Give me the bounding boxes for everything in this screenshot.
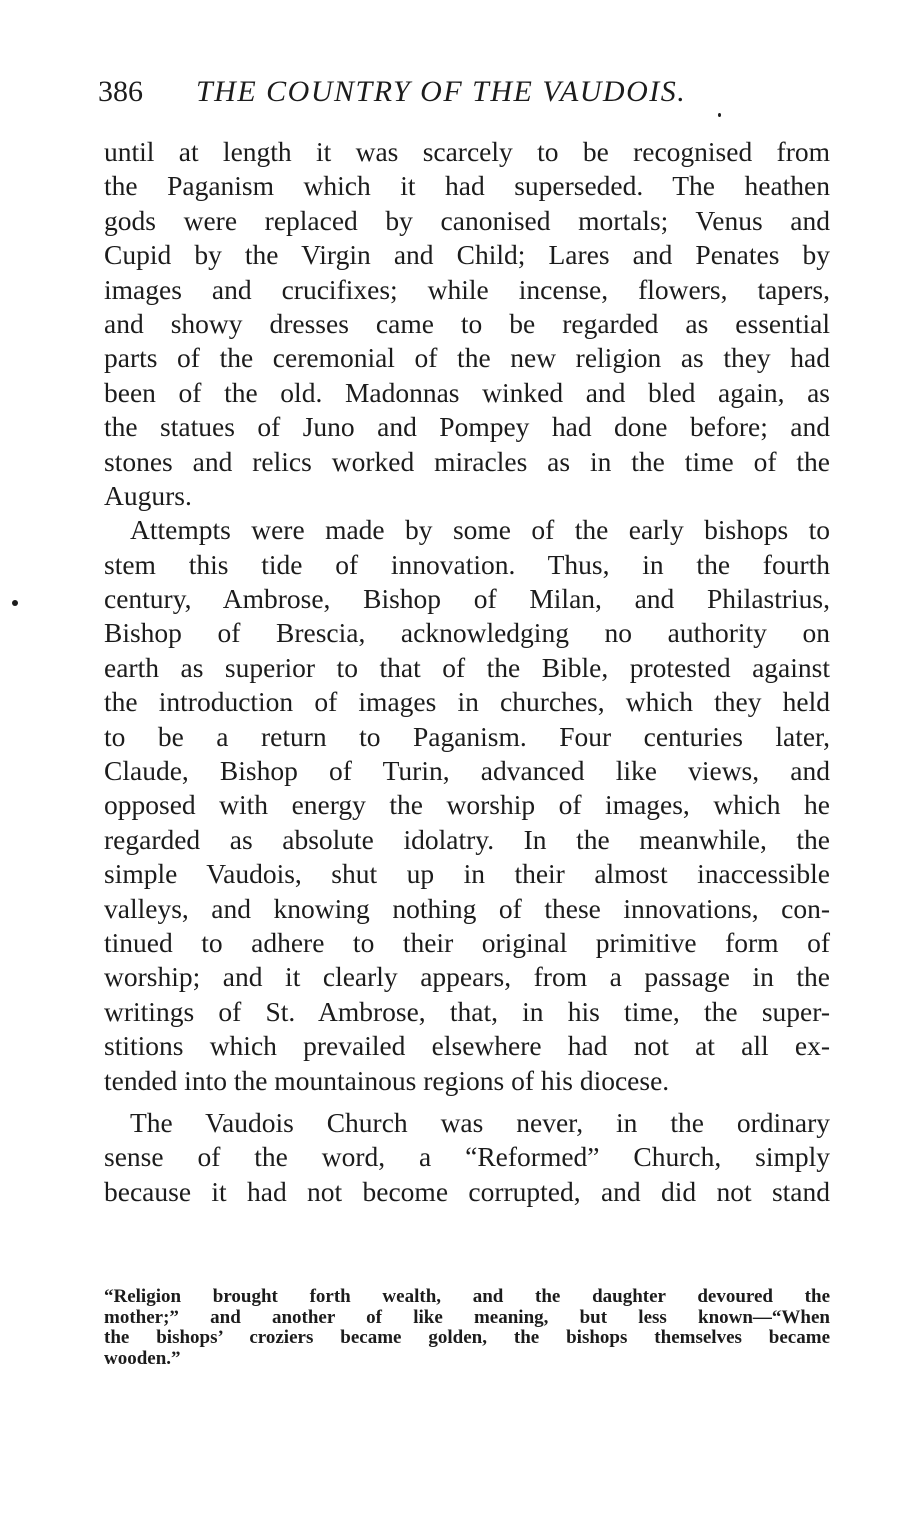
text-line: the statues of Juno and Pompey had done before; and — [104, 411, 830, 443]
text-line: Bishop of Brescia, acknowledging no authority on — [104, 617, 830, 649]
text-line: century, Ambrose, Bishop of Milan, and Philastrius, — [104, 583, 830, 615]
text-line: worship; and it clearly appears, from a passage in the — [104, 961, 830, 993]
text-line: images and crucifixes; while incense, flowers, tapers, — [104, 273, 830, 305]
paragraph-3 — [104, 1106, 830, 1209]
text-line: the introduction of images in churches, which they held — [104, 686, 830, 718]
text-line: Cupid by the Virgin and Child; Lares and Penates by — [104, 239, 830, 271]
text-line: Claude, Bishop of Turin, advanced like views, and — [104, 755, 830, 787]
margin-speck — [12, 600, 18, 606]
text-line: tinued to adhere to their original primitive form of — [104, 926, 830, 958]
text-line: simple Vaudois, shut up in their almost inaccessible — [104, 858, 830, 890]
text-line: gods were replaced by canonised mortals; Venus and — [104, 204, 830, 236]
text-line: The Vaudois Church was never, in the ordinary — [130, 1106, 830, 1138]
text-line: stones and relics worked miracles as in the time of the — [104, 445, 830, 477]
footnote-line: “Religion brought forth wealth, and the daughter devoured the — [104, 1286, 830, 1307]
text-line: tended into the mountainous regions of his diocese. — [104, 1064, 670, 1096]
text-line: parts of the ceremonial of the new religion as they had — [104, 342, 830, 374]
text-line: stitions which prevailed elsewhere had not at all ex- — [104, 1030, 830, 1062]
text-line: Augurs. — [104, 479, 192, 511]
text-line: writings of St. Ambrose, that, in his time, the super- — [104, 995, 830, 1027]
body-text — [104, 135, 830, 1209]
text-line: to be a return to Paganism. Four centuries later, — [104, 720, 830, 752]
text-line: stem this tide of innovation. Thus, in the fourth — [104, 548, 830, 580]
paragraph-1 — [104, 135, 830, 513]
footnote-line: the bishops’ croziers became golden, the bishops themselves became — [104, 1327, 830, 1348]
text-line: earth as superior to that of the Bible, protested against — [104, 651, 830, 683]
footnote-line: wooden.” — [104, 1347, 181, 1369]
running-header — [98, 72, 838, 112]
text-line: valleys, and knowing nothing of these innovations, con- — [104, 892, 830, 924]
print-speck — [718, 113, 721, 117]
text-line: regarded as absolute idolatry. In the meanwhile, the — [104, 823, 830, 855]
paragraph-2 — [104, 513, 830, 1098]
footnote-line: mother;” and another of like meaning, but less known—“When — [104, 1306, 830, 1328]
running-title: THE COUNTRY OF THE VAUDOIS. — [196, 75, 687, 108]
text-line: been of the old. Madonnas winked and bled again, as — [104, 376, 830, 408]
text-line: sense of the word, a “Reformed” Church, simply — [104, 1141, 830, 1173]
text-line: until at length it was scarcely to be recognised from — [104, 136, 830, 167]
text-line: the Paganism which it had superseded. The heathen — [104, 170, 830, 202]
paragraph-spacer — [104, 1098, 830, 1106]
footnote — [104, 1287, 830, 1369]
text-line: opposed with energy the worship of images, which he — [104, 789, 830, 821]
text-line: Attempts were made by some of the early bishops to — [130, 514, 830, 546]
text-line: because it had not become corrupted, and did not stand — [104, 1175, 830, 1207]
text-line: and showy dresses came to be regarded as essential — [104, 307, 830, 339]
page-number: 386 — [98, 75, 143, 108]
